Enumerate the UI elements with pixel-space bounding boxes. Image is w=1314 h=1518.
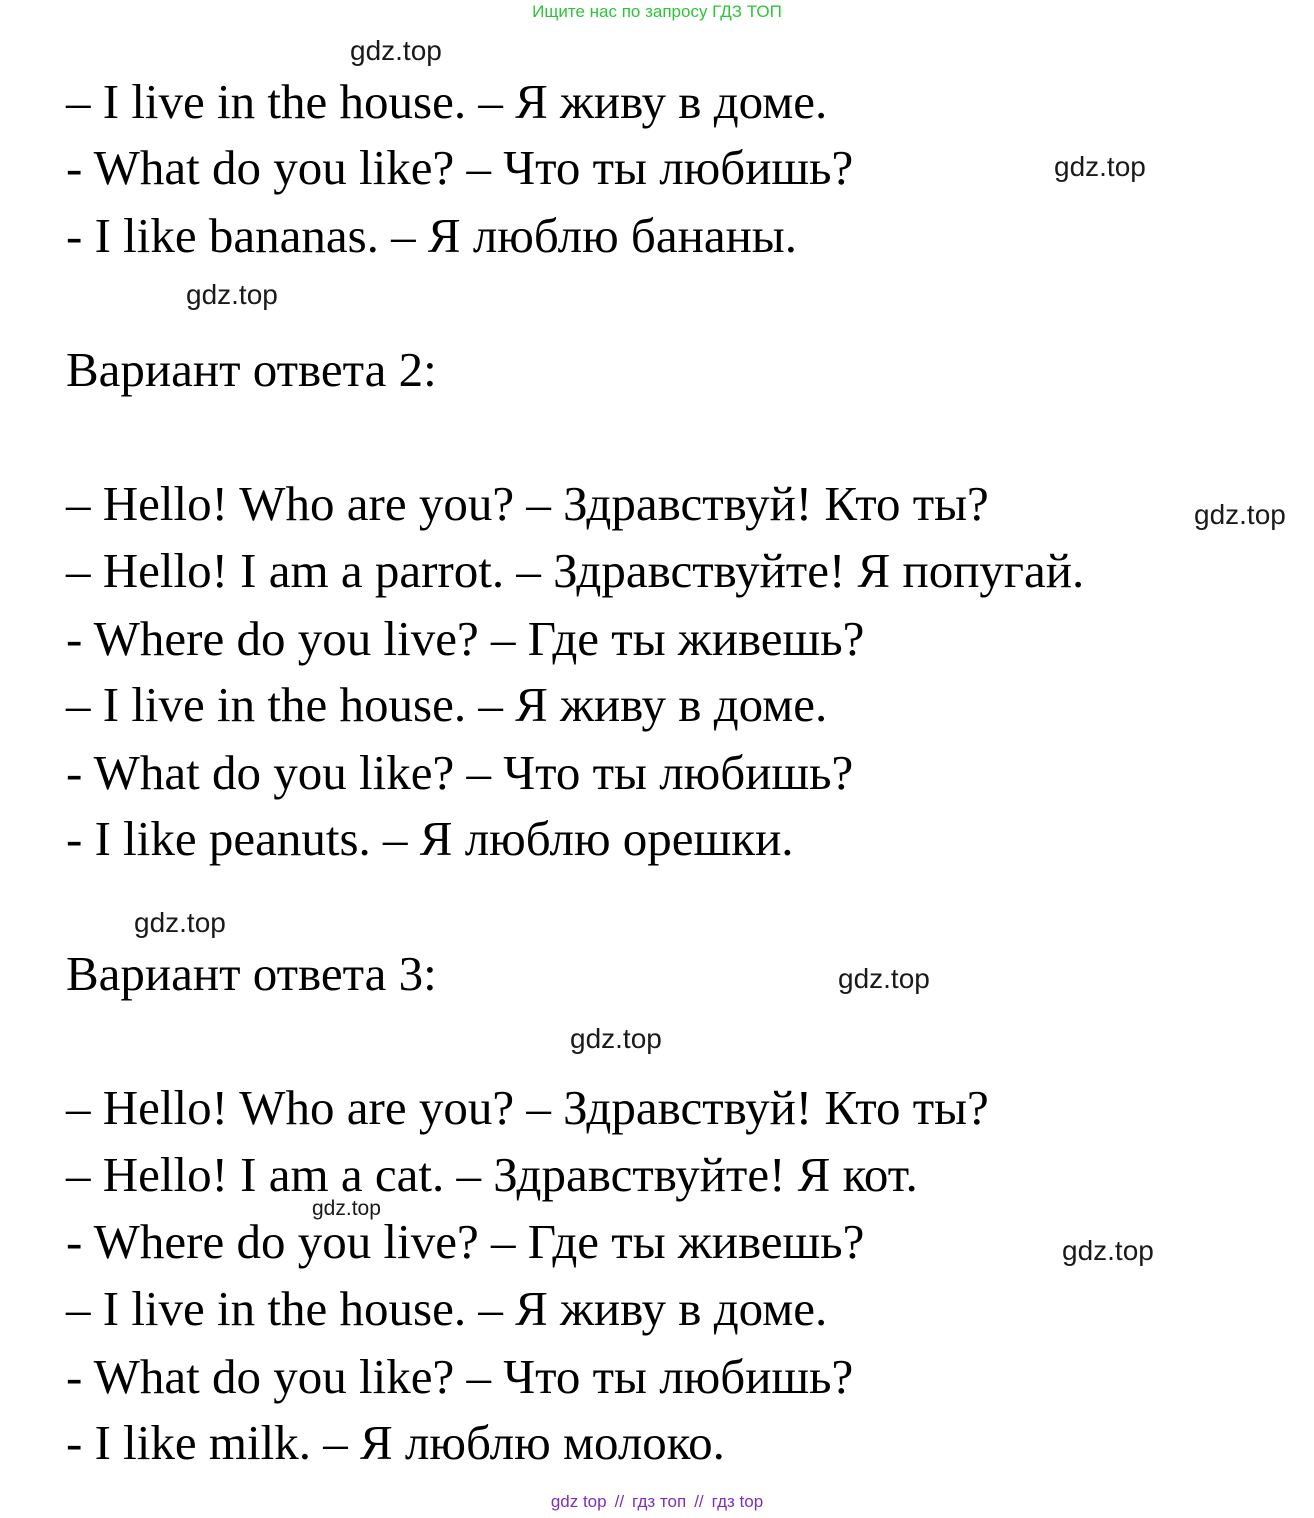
footer-link[interactable]: гдз топ	[632, 1492, 687, 1511]
footer-separator: //	[694, 1492, 704, 1511]
dialogue-line: – Hello! I am a parrot. – Здравствуйте! Я попугай.	[66, 543, 1085, 598]
dialogue-line: - What do you like? – Что ты любишь?	[66, 1349, 854, 1404]
footer-link[interactable]: гдз top	[711, 1492, 764, 1511]
watermark: gdz.top	[1062, 1235, 1154, 1266]
watermark: gdz.top	[1194, 499, 1286, 530]
answer-variant-heading: Вариант ответа 3:	[66, 946, 437, 1001]
dialogue-line: – I live in the house. – Я живу в доме.	[66, 1281, 828, 1336]
answer-variant-heading: Вариант ответа 2:	[66, 342, 437, 397]
footer-links	[0, 1492, 1314, 1512]
watermark: gdz.top	[134, 907, 226, 938]
dialogue-line: – Hello! I am a cat. – Здравствуйте! Я кот.	[66, 1147, 918, 1202]
dialogue-line: - Where do you live? – Где ты живешь?	[66, 611, 865, 666]
watermark: gdz.top	[350, 35, 442, 66]
top-banner[interactable]: Ищите нас по запросу ГДЗ ТОП	[532, 2, 782, 21]
dialogue-line: – I live in the house. – Я живу в доме.	[66, 74, 828, 129]
dialogue-line: - What do you like? – Что ты любишь?	[66, 140, 854, 195]
dialogue-line: - I like peanuts. – Я люблю орешки.	[66, 811, 794, 866]
dialogue-line: – I live in the house. – Я живу в доме.	[66, 677, 828, 732]
watermark: gdz.top	[186, 279, 278, 310]
dialogue-line: - I like bananas. – Я люблю бананы.	[66, 208, 797, 263]
watermark: gdz.top	[1054, 151, 1146, 182]
footer-separator: //	[614, 1492, 625, 1511]
dialogue-line: - I like milk. – Я люблю молоко.	[66, 1415, 725, 1470]
footer-link[interactable]: gdz top	[550, 1492, 607, 1511]
dialogue-line: – Hello! Who are you? – Здравствуй! Кто ты?	[66, 1080, 989, 1135]
watermark: gdz.top	[570, 1023, 662, 1054]
watermark: gdz.top	[838, 963, 930, 994]
watermark: gdz.top	[312, 1197, 381, 1220]
dialogue-line: - What do you like? – Что ты любишь?	[66, 745, 854, 800]
dialogue-line: - Where do you live? – Где ты живешь?	[66, 1214, 865, 1269]
dialogue-line: – Hello! Who are you? – Здравствуй! Кто ты?	[66, 476, 989, 531]
